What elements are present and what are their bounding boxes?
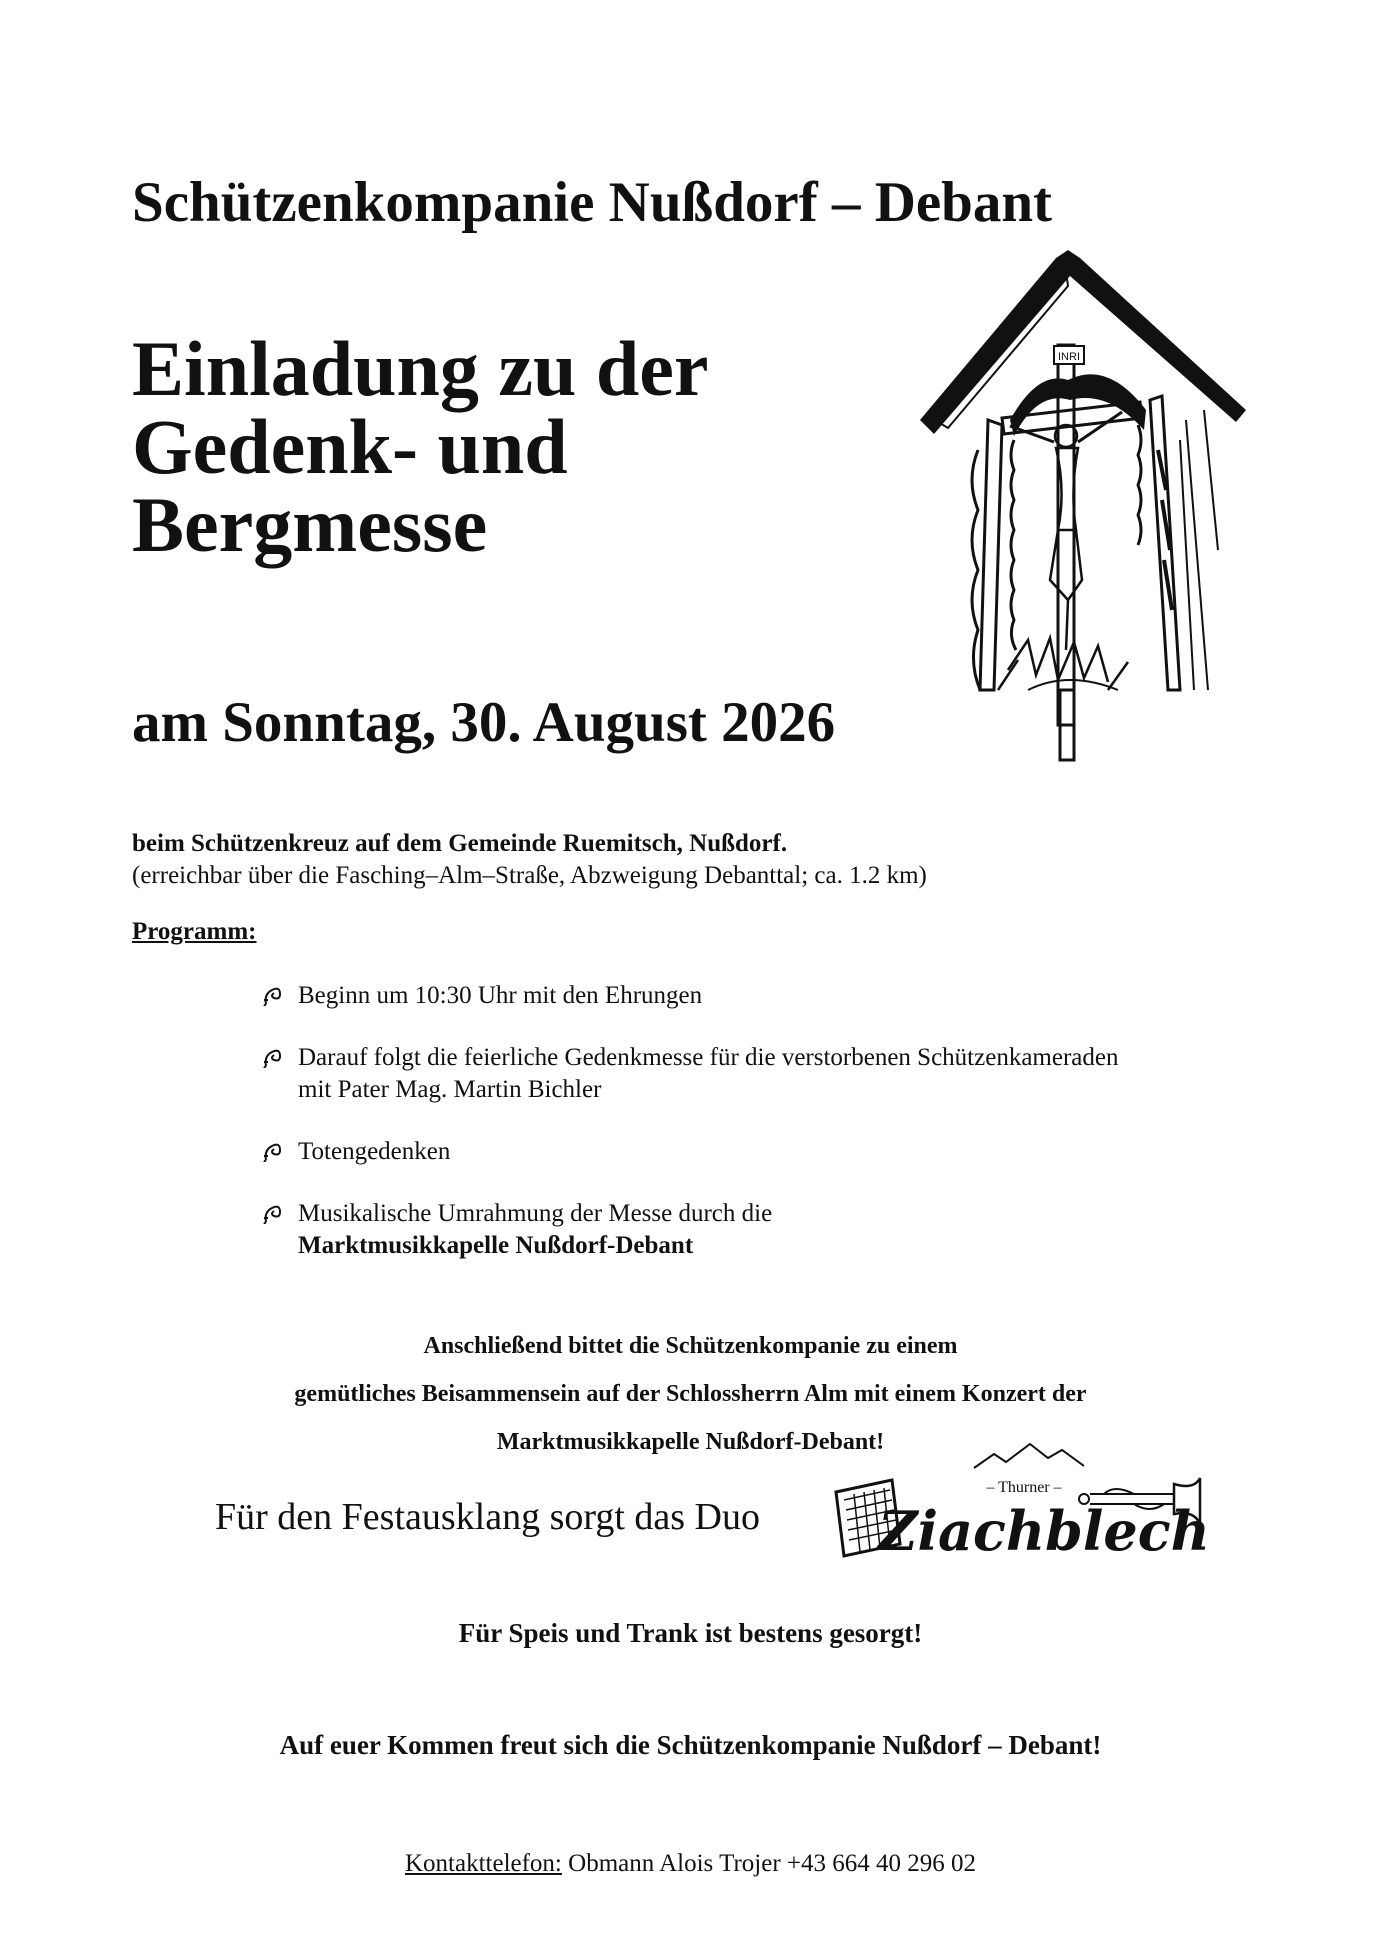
event-date: am Sonntag, 30. August 2026	[132, 691, 836, 754]
logo-subtitle: – Thurner –	[986, 1479, 1062, 1496]
contact-value: Obmann Alois Trojer +43 664 40 296 02	[561, 1850, 977, 1877]
program-item-text: Darauf folgt die feierliche Gedenkmesse für die verstorbenen Schützenkameraden	[298, 1044, 1119, 1071]
food-note: Für Speis und Trank ist bestens gesorgt!	[458, 1618, 923, 1648]
program-item-text: Totengedenken	[298, 1138, 451, 1165]
event-location: beim Schützenkreuz auf dem Gemeinde Ruemitsch, Nußdorf.	[132, 830, 788, 857]
inri-inscription: INRI	[1058, 351, 1080, 363]
curl-bullet-icon	[262, 984, 284, 1006]
logo-name: Ziachblech	[878, 1499, 1210, 1563]
contact-line	[0, 1850, 1381, 1878]
title-line: Bergmesse	[132, 481, 488, 568]
contact-label: Kontakttelefon:	[404, 1850, 562, 1877]
curl-bullet-icon	[262, 1046, 284, 1068]
program-item-text: Marktmusikkapelle Nußdorf-Debant	[298, 1232, 694, 1259]
program-heading: Programm:	[132, 918, 257, 945]
ziachblech-logo	[834, 1440, 1214, 1570]
wayside-shrine-crucifix-icon	[918, 250, 1248, 762]
afterward-line: Marktmusikkapelle Nußdorf-Debant!	[496, 1429, 885, 1455]
duo-announcement: Für den Festausklang sorgt das Duo	[215, 1496, 760, 1538]
curl-bullet-icon	[262, 1202, 284, 1224]
welcome-note: Auf euer Kommen freut sich die Schützenkompanie Nußdorf – Debant!	[279, 1730, 1102, 1760]
title-line: Gedenk- und	[132, 403, 568, 490]
curl-bullet-icon	[262, 1140, 284, 1162]
organization-heading: Schützenkompanie Nußdorf – Debant	[132, 171, 1053, 234]
program-item-text: Musikalische Umrahmung der Messe durch die	[298, 1200, 773, 1227]
page-title	[132, 325, 709, 568]
title-line: Einladung zu der	[132, 325, 709, 412]
program-item-text: mit Pater Mag. Martin Bichler	[298, 1076, 602, 1103]
afterward-line: Anschließend bittet die Schützenkompanie zu einem	[423, 1333, 958, 1359]
afterward-line: gemütliches Beisammensein auf der Schlossherrn Alm mit einem Konzert der	[294, 1381, 1087, 1407]
event-directions: (erreichbar über die Fasching–Alm–Straße, Abzweigung Debanttal; ca. 1.2 km)	[132, 862, 927, 889]
program-item-text: Beginn um 10:30 Uhr mit den Ehrungen	[298, 982, 703, 1009]
